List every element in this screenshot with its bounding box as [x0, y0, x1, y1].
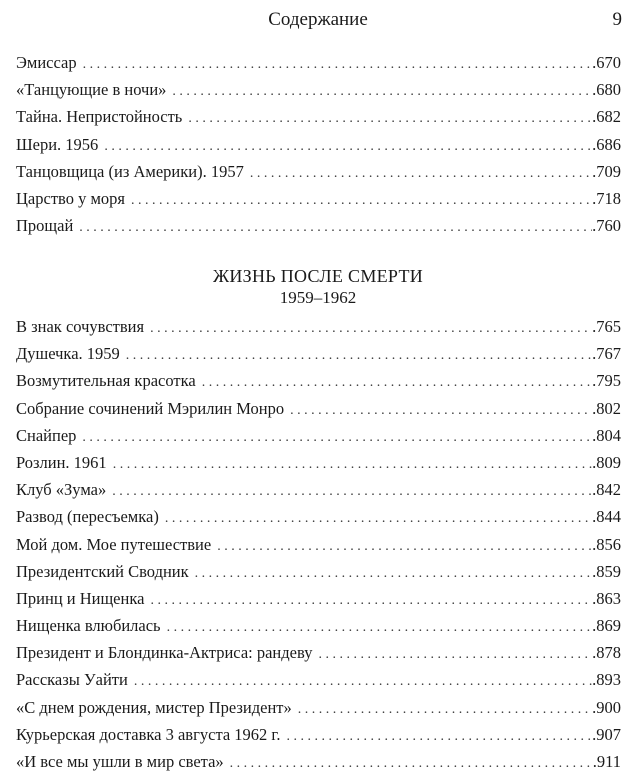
toc-entry-title: Возмутительная красотка: [16, 371, 196, 391]
toc-entry[interactable]: [16, 367, 621, 394]
toc-entry-page: .682: [592, 107, 621, 127]
toc-entry-title: Шери. 1956: [16, 134, 99, 154]
toc-entry[interactable]: [16, 748, 621, 775]
toc-entry[interactable]: [16, 340, 621, 367]
toc-entry[interactable]: [16, 694, 621, 721]
toc-entry-title: Собрание сочинений Мэрилин Монро: [16, 398, 285, 418]
section-header: [0, 265, 636, 308]
page-title: Содержание: [268, 9, 368, 30]
dot-leader: [83, 51, 593, 78]
toc-entry-page: .765: [592, 317, 621, 336]
toc-entry-page: .844: [592, 507, 621, 527]
section-title: ЖИЗНЬ ПОСЛЕ СМЕРТИ: [212, 266, 424, 286]
toc-entry[interactable]: [16, 103, 621, 130]
toc-entry-page: .842: [592, 480, 621, 500]
toc-entry-title: Эмиссар: [16, 53, 77, 72]
toc-entry-page: .795: [592, 371, 621, 391]
toc-entry[interactable]: [16, 131, 621, 158]
toc-entry-title: «Танцующие в ночи»: [16, 80, 167, 100]
toc-entry[interactable]: [16, 531, 621, 558]
dot-leader: [126, 342, 592, 369]
dot-leader: [195, 560, 592, 587]
section-years: 1959–1962: [279, 288, 357, 307]
toc-entry[interactable]: [16, 185, 621, 212]
dot-leader: [150, 587, 592, 614]
toc-entry-page: .878: [592, 643, 621, 663]
toc-entry[interactable]: [16, 395, 621, 422]
toc-entry-title: Рассказы Уайти: [16, 670, 128, 690]
dot-leader: [202, 369, 592, 396]
dot-leader: [188, 105, 592, 132]
running-head: [0, 6, 636, 34]
dot-leader: [104, 133, 592, 160]
dot-leader: [131, 187, 592, 214]
toc-entry-title: Снайпер: [16, 425, 77, 445]
toc-entry-page: .907: [592, 724, 621, 744]
toc-entry-page: .809: [592, 452, 621, 472]
toc-entry-title: Принц и Нищенка: [16, 588, 145, 608]
toc-entry[interactable]: [16, 639, 621, 666]
toc-entry[interactable]: [16, 449, 621, 476]
toc-list-part-1: [16, 49, 621, 239]
toc-entry-page: .686: [592, 134, 621, 154]
toc-entry-title: Тайна. Непристойность: [16, 107, 183, 127]
dot-leader: [150, 315, 592, 342]
toc-entry-title: «С днем рождения, мистер Президент»: [16, 697, 292, 717]
toc-entry-title: В знак сочувствия: [16, 317, 145, 336]
toc-entry[interactable]: [16, 158, 621, 185]
toc-entry-page: .670: [592, 53, 621, 72]
page-number: 9: [612, 9, 622, 30]
dot-leader: [113, 451, 592, 478]
dot-leader: [134, 668, 592, 695]
toc-entry-title: Душечка. 1959: [16, 344, 120, 364]
dot-leader: [217, 533, 592, 560]
toc-entry[interactable]: [16, 585, 621, 612]
toc-entry[interactable]: [16, 49, 621, 76]
toc-entry[interactable]: [16, 476, 621, 503]
toc-entry-page: .718: [592, 188, 621, 208]
toc-entry-title: Танцовщица (из Америки). 1957: [16, 161, 244, 181]
toc-entry[interactable]: [16, 612, 621, 639]
dot-leader: [165, 505, 592, 532]
toc-entry-page: .900: [592, 697, 621, 717]
toc-entry-title: Царство у моря: [16, 188, 125, 208]
toc-entry[interactable]: [16, 721, 621, 748]
toc-entry-title: Прощай: [16, 216, 74, 236]
dot-leader: [286, 723, 592, 750]
toc-entry-title: Развод (пересъемка): [16, 507, 159, 527]
dot-leader: [79, 214, 592, 241]
dot-leader: [290, 397, 592, 424]
toc-entry-page: .804: [592, 425, 621, 445]
toc-entry-title: Нищенка влюбилась: [16, 616, 161, 636]
toc-entry-title: Мой дом. Мое путешествие: [16, 534, 212, 554]
toc-entry-title: Президентский Сводник: [16, 561, 189, 581]
toc-entry-page: .709: [592, 161, 621, 181]
toc-entry-page: .856: [592, 534, 621, 554]
dot-leader: [82, 424, 592, 451]
toc-entry-page: .859: [592, 561, 621, 581]
toc-entry[interactable]: [16, 76, 621, 103]
toc-entry-page: .869: [592, 616, 621, 636]
toc-entry-page: .680: [592, 80, 621, 100]
toc-entry-title: Клуб «Зума»: [16, 480, 107, 500]
toc-entry-title: «И все мы ушли в мир света»: [16, 752, 224, 771]
toc-entry[interactable]: [16, 503, 621, 530]
toc-entry-page: .893: [592, 670, 621, 690]
dot-leader: [172, 78, 592, 105]
dot-leader: [167, 614, 593, 641]
toc-entry[interactable]: [16, 313, 621, 340]
toc-entry-page: .802: [592, 398, 621, 418]
toc-entry-title: Курьерская доставка 3 августа 1962 г.: [16, 724, 281, 744]
toc-entry-title: Розлин. 1961: [16, 452, 107, 472]
toc-entry-page: .911: [592, 752, 621, 771]
toc-entry-page: .760: [592, 216, 621, 236]
toc-entry[interactable]: [16, 666, 621, 693]
dot-leader: [298, 696, 592, 723]
toc-entry[interactable]: [16, 422, 621, 449]
toc-entry-page: .863: [592, 588, 621, 608]
dot-leader: [250, 160, 592, 187]
dot-leader: [230, 750, 593, 777]
toc-entry-title: Президент и Блондинка-Актриса: рандеву: [16, 643, 313, 663]
toc-entry[interactable]: [16, 558, 621, 585]
toc-entry[interactable]: [16, 212, 621, 239]
toc-list-part-2: [16, 313, 621, 775]
toc-entry-page: .767: [592, 344, 621, 364]
dot-leader: [318, 641, 592, 668]
dot-leader: [112, 478, 592, 505]
